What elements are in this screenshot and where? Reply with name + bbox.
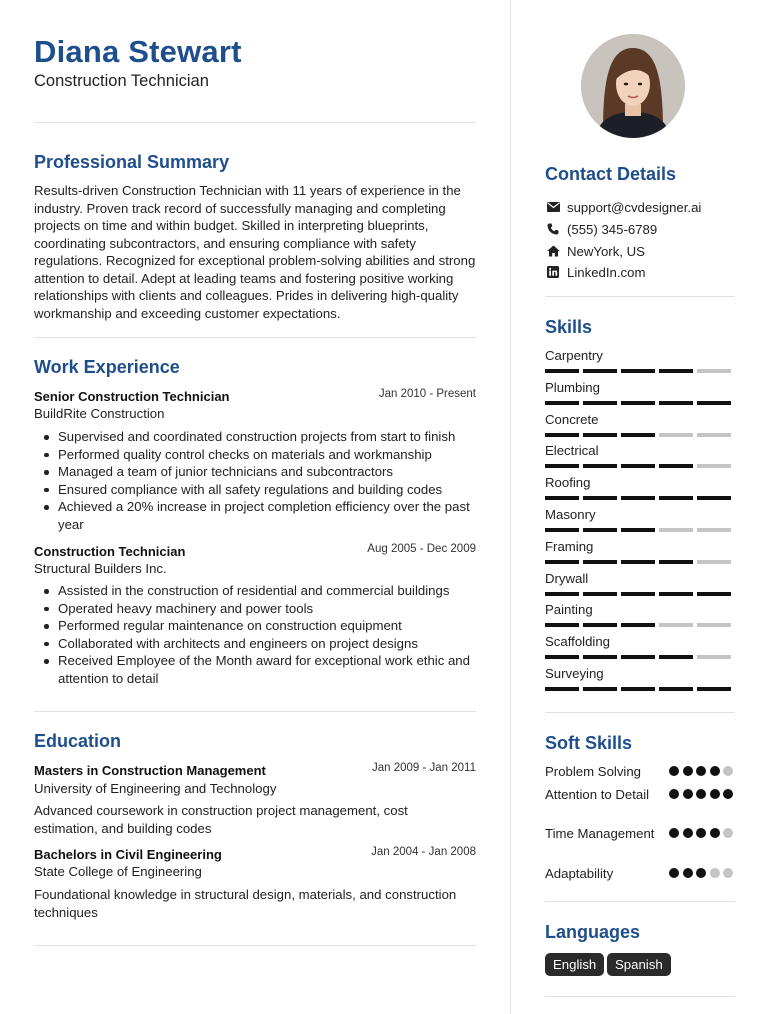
skill-level-segment	[583, 592, 617, 596]
degree-title: Bachelors in Civil Engineering	[34, 847, 222, 862]
skill-level-segment	[621, 401, 655, 405]
list-item: Collaborated with architects and engineers on project designs	[34, 635, 476, 653]
rating-dot	[669, 868, 679, 878]
skill-level-segment	[697, 496, 731, 500]
skill-level-segment	[697, 401, 731, 405]
skill-level-segment	[621, 496, 655, 500]
skill-level-segment	[545, 433, 579, 437]
skill-level-segment	[621, 623, 655, 627]
list-item: Ensured compliance with all safety regulations and building codes	[34, 481, 476, 499]
skill-level-segment	[621, 528, 655, 532]
skill-level-segment	[621, 655, 655, 659]
rating-dot	[723, 828, 733, 838]
phone-icon	[545, 222, 561, 236]
job-company: BuildRite Construction	[34, 406, 165, 421]
skill-level-segment	[659, 592, 693, 596]
skill-name: Framing	[545, 538, 594, 554]
rating-dot	[723, 789, 733, 799]
skill-name: Drywall	[545, 570, 589, 586]
skill-name: Masonry	[545, 507, 596, 522]
skill-level-segment	[545, 592, 579, 596]
skill-level-segment	[697, 433, 731, 437]
education-dates: Jan 2009 - Jan 2011	[371, 762, 476, 774]
rating-dot	[669, 828, 679, 838]
skill-level-segment	[659, 687, 693, 691]
skill-level-bar	[545, 560, 733, 564]
skill-level-segment	[697, 655, 731, 659]
skill-level-segment	[583, 560, 617, 564]
soft-skills-heading: Soft Skills	[545, 733, 633, 753]
skill-level-segment	[545, 369, 579, 373]
skill-name: Plumbing	[545, 379, 600, 395]
job-company: Structural Builders Inc.	[34, 561, 167, 576]
sidebar	[510, 0, 768, 1014]
skill-name: Roofing	[545, 475, 591, 491]
skill-level-segment	[583, 369, 617, 373]
skill-level-segment	[621, 433, 655, 437]
profile-photo	[581, 34, 685, 138]
skill-level-segment	[697, 592, 731, 596]
list-item: Performed quality control checks on materials and workmanship	[34, 446, 476, 464]
skill-level-segment	[621, 464, 655, 468]
skill-level-segment	[659, 560, 693, 564]
contact-location	[545, 242, 645, 260]
list-item: Managed a team of junior technicians and subcontractors	[34, 463, 476, 481]
skill-name: Painting	[545, 602, 593, 618]
school-name: State College of Engineering	[34, 864, 202, 879]
divider	[545, 901, 735, 902]
skill-level-segment	[697, 464, 731, 468]
portrait-image	[581, 34, 685, 138]
skill-level-bar	[545, 687, 733, 691]
soft-skill-rating	[669, 828, 733, 838]
skill-level-segment	[659, 496, 693, 500]
list-item: Supervised and coordinated construction projects from start to finish	[34, 428, 476, 446]
skill-level-segment	[659, 401, 693, 405]
skill-level-segment	[659, 369, 693, 373]
rating-dot	[683, 868, 693, 878]
soft-skill-rating	[669, 868, 733, 878]
job-bullets	[34, 582, 476, 687]
skill-level-bar	[545, 528, 733, 532]
skill-level-segment	[583, 401, 617, 405]
skill-level-segment	[545, 496, 579, 500]
skill-name: Carpentry	[545, 348, 603, 363]
rating-dot	[696, 789, 706, 799]
divider	[545, 996, 735, 997]
skill-level-segment	[583, 687, 617, 691]
skill-name: Surveying	[545, 666, 604, 681]
skill-name: Electrical	[545, 443, 599, 459]
soft-skill-name: Attention to Detail	[545, 787, 650, 802]
education-dates: Jan 2004 - Jan 2008	[371, 846, 476, 858]
job-dates: Jan 2010 - Present	[378, 388, 476, 400]
skill-level-segment	[659, 433, 693, 437]
rating-dot	[723, 868, 733, 878]
contact-email[interactable]	[545, 198, 701, 216]
skill-level-segment	[545, 655, 579, 659]
contact-text: support@cvdesigner.ai	[567, 199, 702, 215]
home-icon	[545, 244, 561, 258]
skill-level-bar	[545, 496, 733, 500]
rating-dot	[696, 828, 706, 838]
skill-level-segment	[545, 687, 579, 691]
contact-text: LinkedIn.com	[567, 264, 646, 280]
summary-text: Results-driven Construction Technician with 11 years of experience in the industry. Proven track record of successfully managing and completing projects on time and within budget. Skilled in interpreting blueprints, coordinating subcontractors, and ensuring compliance with safety regulations. Recognized for exceptional problem-solving abilities and strong attention to detail. Adept at leading teams and fostering positive working relationships with clients and colleagues. Prides in delivering high-quality workmanship and exceeding customer expectations.	[34, 183, 476, 321]
skill-level-segment	[583, 655, 617, 659]
skill-level-segment	[659, 464, 693, 468]
skill-level-segment	[583, 496, 617, 500]
degree-title: Masters in Construction Management	[34, 763, 266, 778]
list-item: Assisted in the construction of residential and commercial buildings	[34, 582, 476, 600]
rating-dot	[683, 828, 693, 838]
list-item: Performed regular maintenance on construction equipment	[34, 617, 476, 635]
candidate-title: Construction Technician	[34, 72, 209, 90]
skill-level-segment	[583, 623, 617, 627]
skill-level-bar	[545, 592, 733, 596]
divider	[34, 945, 476, 946]
job-title: Construction Technician	[34, 544, 186, 559]
skill-level-bar	[545, 655, 733, 659]
soft-skill-name: Adaptability	[545, 866, 614, 881]
divider	[34, 337, 476, 338]
contact-text: (555) 345-6789	[567, 221, 658, 237]
skill-level-bar	[545, 401, 733, 405]
skill-level-segment	[545, 623, 579, 627]
skill-level-segment	[697, 528, 731, 532]
education-description: Advanced coursework in construction project management, cost estimation, and building codes	[34, 803, 408, 836]
divider	[34, 711, 476, 712]
rating-dot	[710, 868, 720, 878]
job-title: Senior Construction Technician	[34, 389, 230, 404]
contact-text: NewYork, US	[567, 243, 645, 259]
education-heading: Education	[34, 731, 122, 751]
skill-level-segment	[659, 623, 693, 627]
list-item: Received Employee of the Month award for exceptional work ethic and attention to detail	[34, 652, 476, 687]
soft-skill-rating	[669, 766, 733, 776]
linkedin-icon	[545, 265, 561, 279]
experience-heading: Work Experience	[34, 357, 180, 377]
soft-skill-rating	[669, 789, 733, 799]
skill-name: Concrete	[545, 411, 599, 427]
skill-level-bar	[545, 464, 733, 468]
candidate-name: Diana Stewart	[34, 34, 242, 69]
rating-dot	[696, 868, 706, 878]
languages-heading: Languages	[545, 922, 641, 942]
rating-dot	[669, 789, 679, 799]
education-description: Foundational knowledge in structural design, materials, and construction techniques	[34, 887, 457, 920]
rating-dot	[696, 766, 706, 776]
job-dates: Aug 2005 - Dec 2009	[367, 543, 476, 555]
skill-level-segment	[545, 401, 579, 405]
skill-level-segment	[545, 560, 579, 564]
skill-level-segment	[583, 464, 617, 468]
divider	[545, 296, 735, 297]
skill-level-segment	[659, 655, 693, 659]
skill-level-segment	[621, 560, 655, 564]
divider	[34, 122, 476, 123]
contact-heading: Contact Details	[545, 164, 677, 184]
contact-linkedin[interactable]	[545, 263, 645, 281]
skill-level-segment	[621, 369, 655, 373]
rating-dot	[710, 766, 720, 776]
skill-level-segment	[697, 560, 731, 564]
skill-level-segment	[659, 528, 693, 532]
rating-dot	[669, 766, 679, 776]
job-bullets	[34, 428, 476, 533]
skill-level-bar	[545, 623, 733, 627]
divider	[545, 712, 735, 713]
language-badge: English	[545, 953, 604, 976]
skill-level-segment	[697, 687, 731, 691]
summary-heading: Professional Summary	[34, 152, 230, 172]
soft-skill-name: Problem Solving	[545, 764, 642, 779]
school-name: University of Engineering and Technology	[34, 781, 277, 796]
soft-skill-name: Time Management	[545, 826, 655, 841]
skill-level-segment	[697, 623, 731, 627]
rating-dot	[683, 766, 693, 776]
skill-level-segment	[583, 528, 617, 532]
skill-level-segment	[583, 433, 617, 437]
skill-name: Scaffolding	[545, 634, 611, 650]
skill-level-segment	[621, 592, 655, 596]
skill-level-segment	[545, 464, 579, 468]
skill-level-segment	[621, 687, 655, 691]
skill-level-bar	[545, 369, 733, 373]
rating-dot	[710, 789, 720, 799]
language-badge: Spanish	[607, 953, 671, 976]
list-item: Operated heavy machinery and power tools	[34, 600, 476, 618]
skill-level-segment	[697, 369, 731, 373]
skill-level-bar	[545, 433, 733, 437]
skill-level-segment	[545, 528, 579, 532]
list-item: Achieved a 20% increase in project completion efficiency over the past year	[34, 498, 476, 533]
contact-phone[interactable]	[545, 220, 657, 238]
rating-dot	[710, 828, 720, 838]
rating-dot	[723, 766, 733, 776]
skills-heading: Skills	[545, 317, 593, 337]
envelope-icon	[545, 200, 561, 214]
rating-dot	[683, 789, 693, 799]
